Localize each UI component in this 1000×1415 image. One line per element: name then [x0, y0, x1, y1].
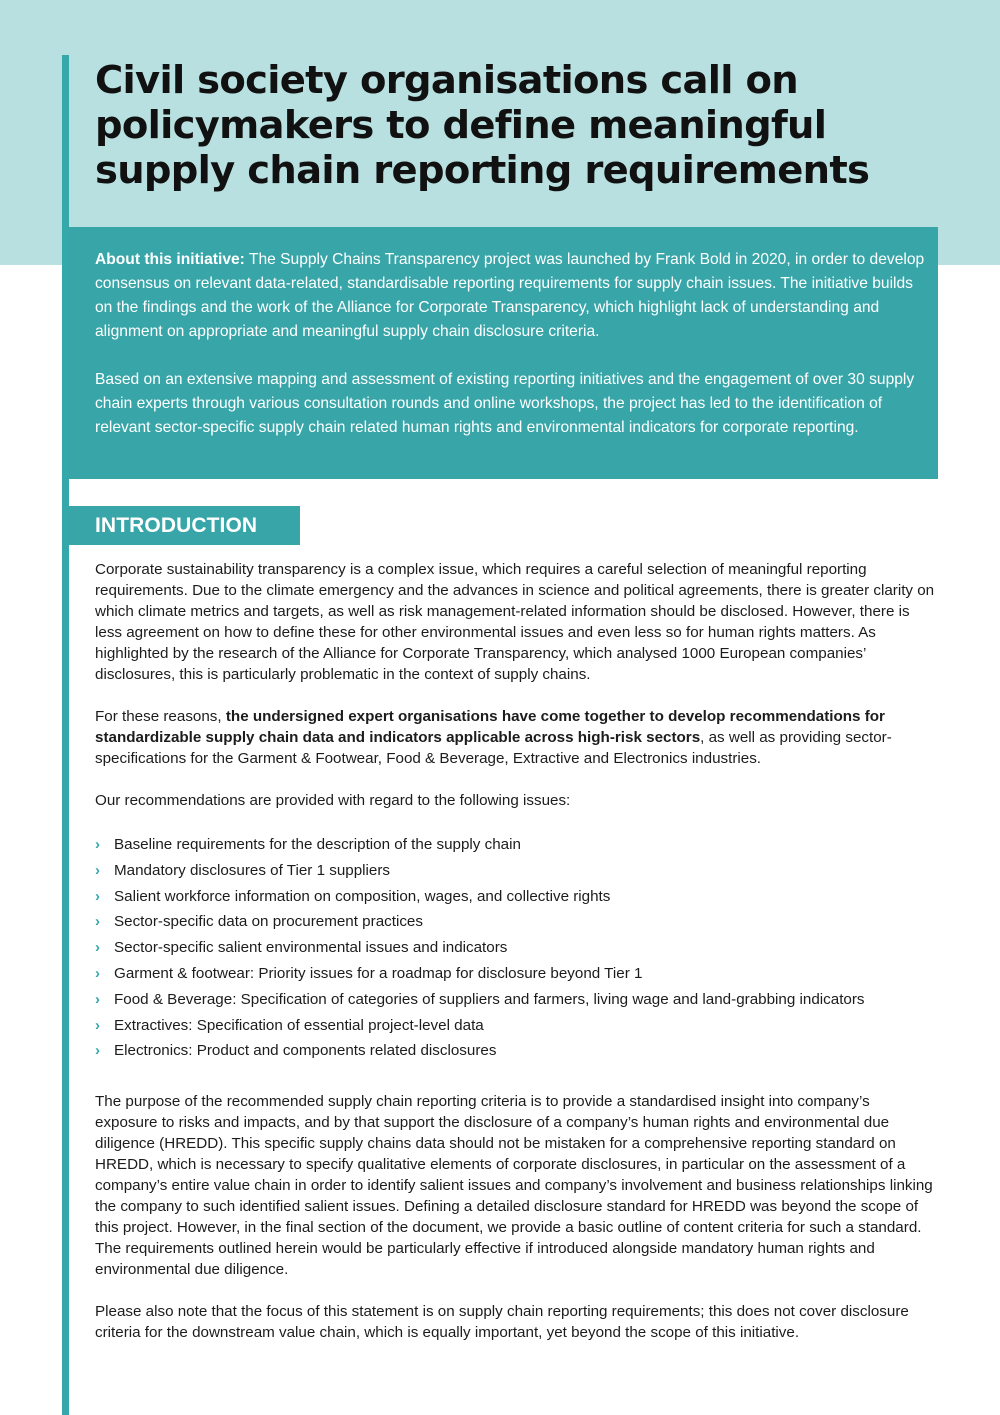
chevron-right-icon: › [95, 990, 100, 1008]
list-item-text: Mandatory disclosures of Tier 1 suppliers [114, 861, 391, 879]
list-item [95, 909, 935, 935]
intro-paragraph-5: Please also note that the focus of this statement is on supply chain reporting requirements; this does not cover disclosure criteria for the downstream value chain, which is equally important, yet beyond the scope of this initiative. [95, 1303, 909, 1342]
list-item [95, 1013, 935, 1039]
list-item-text: Garment & footwear: Priority issues for a roadmap for disclosure beyond Tier 1 [114, 964, 643, 982]
about-paragraph-1-text: The Supply Chains Transparency project was launched by Frank Bold in 2020, in order to develop consensus on relevant data-related, standardisable reporting requirements for supply chain issues. The initiative builds on the findings and the work of the Alliance for Corporate Transparency, which highlight lack of understanding and alignment on appropriate and meaningful supply chain disclosure criteria. [95, 251, 925, 340]
chevron-right-icon: › [95, 939, 100, 957]
list-item [95, 884, 935, 910]
list-item-text: Extractives: Specification of essential project-level data [114, 1016, 484, 1034]
list-item [95, 1038, 935, 1064]
list-item-text: Electronics: Product and components related disclosures [114, 1042, 497, 1060]
intro-paragraph-2-emphasis: the undersigned expert organisations have come together to develop recommendations for standardizable supply chain data and indicators applicable across high-risk sectors [95, 708, 885, 746]
intro-paragraph-2-tail: , as well as providing sector-specifications for the Garment & Footwear, Food & Beverage, Extractive and Electronics industries. [95, 729, 892, 767]
about-initiative [95, 248, 925, 464]
chevron-right-icon: › [95, 887, 100, 905]
list-item [95, 858, 935, 884]
recommendation-issues-list [95, 832, 935, 1064]
intro-paragraph-4: The purpose of the recommended supply chain reporting criteria is to provide a standardised insight into company’s exposure to risks and impacts, and by that support the disclosure of a company’s human rights and environmental due diligence (HREDD). This specific supply chains data should not be mistaken for a comprehensive reporting standard on HREDD, which is necessary to specify qualitative elements of corporate disclosures, in particular on the assessment of a company’s entire value chain in order to identify salient issues and company’s involvement and business relationships linking the company to such identified salient issues. Defining a detailed disclosure standard for HREDD was beyond the scope of this project. However, in the final section of the document, we provide a basic outline of content criteria for such a standard. The requirements outlined herein would be particularly effective if introduced alongside mandatory human rights and environmental due diligence. [95, 1093, 933, 1279]
chevron-right-icon: › [95, 1042, 100, 1060]
list-item-text: Food & Beverage: Specification of categories of suppliers and farmers, living wage and land-grabbing indicators [114, 990, 865, 1008]
intro-paragraph-2-lead: For these reasons, [95, 708, 226, 725]
list-item [95, 832, 935, 858]
left-accent-bar [62, 55, 69, 1415]
intro-paragraph-2 [95, 706, 935, 769]
about-paragraph-1 [95, 248, 925, 344]
list-item-text: Salient workforce information on composition, wages, and collective rights [114, 887, 611, 905]
chevron-right-icon: › [95, 964, 100, 982]
chevron-right-icon: › [95, 836, 100, 853]
list-item [95, 935, 935, 961]
about-label: About this initiative: [95, 251, 245, 268]
chevron-right-icon: › [95, 861, 100, 879]
chevron-right-icon: › [95, 913, 100, 931]
list-item [95, 987, 935, 1013]
list-item-text: Baseline requirements for the description of the supply chain [114, 836, 521, 853]
list-item-text: Sector-specific data on procurement practices [114, 913, 423, 931]
introduction-heading: INTRODUCTION [95, 514, 258, 537]
page-title: Civil society organisations call on policymakers to define meaningful supply chain reporting requirements [95, 58, 870, 193]
about-paragraph-2: Based on an extensive mapping and assessment of existing reporting initiatives and the engagement of over 30 supply chain experts through various consultation rounds and online workshops, the project has led to the identification of relevant sector-specific supply chain related human rights and environmental indicators for corporate reporting. [95, 371, 915, 436]
list-item-text: Sector-specific salient environmental issues and indicators [114, 939, 508, 957]
intro-paragraph-3: Our recommendations are provided with regard to the following issues: [95, 792, 571, 809]
introduction-body [95, 559, 935, 1364]
intro-paragraph-1: Corporate sustainability transparency is a complex issue, which requires a careful selection of meaningful reporting requirements. Due to the climate emergency and the advances in science and political agreements, there is greater clarity on which climate metrics and targets, as well as risk management-related information should be disclosed. However, there is less agreement on how to define these for other environmental issues and even less so for human rights matters. As highlighted by the research of the Alliance for Corporate Transparency, which analysed 1000 European companies’ disclosures, this is particularly problematic in the context of supply chains. [95, 561, 935, 683]
chevron-right-icon: › [95, 1016, 100, 1034]
list-item [95, 961, 935, 987]
